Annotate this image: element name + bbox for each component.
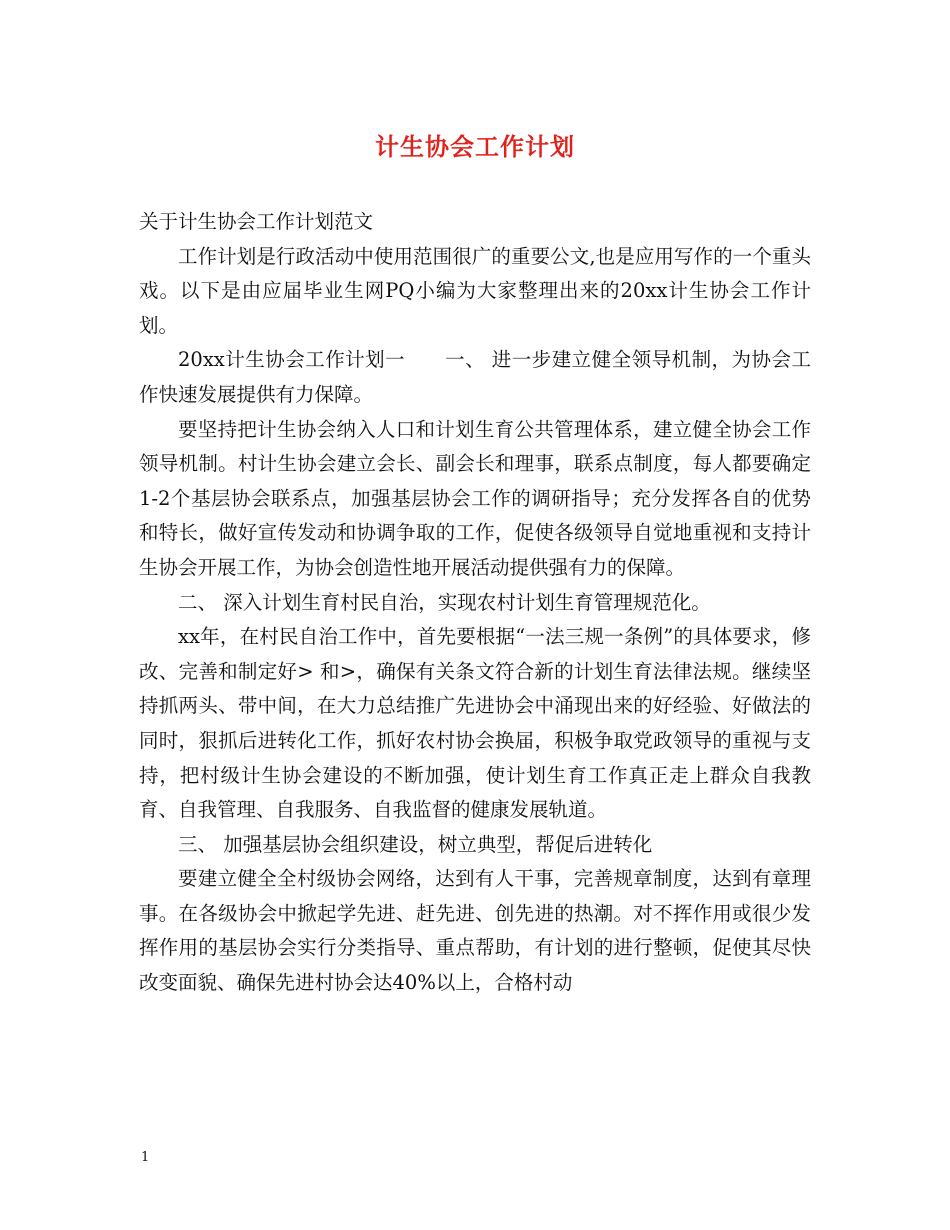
paragraph-plan-one-heading: 20xx计生协会工作计划一 一、 进一步建立健全领导机制，为协会工作快速发展提供有力保障。 (139, 348, 811, 406)
section-heading-three: 三、 加强基层协会组织建设，树立典型，帮促后进转化 (178, 832, 653, 856)
document-title: 计生协会工作计划 (375, 132, 575, 161)
paragraph-village-autonomy: xx年，在村民自治工作中，首先要根据“一法三规一条例”的具体要求，修改、完善和制定好> 和>，确保有关条文符合新的计划生育法律法规。继续坚持抓两头、带中间，在大力总结推广先进协会中涌现出来的好经验、好做法的同时，狠抓后进转化工作，抓好农村协会换届，积极争取党政领导的重视与支持，把村级计生协会建设的不断加强，使计划生育工作真正走上群众自我教育、自我管理、自我服务、自我监督的健康发展轨道。 (139, 625, 811, 822)
paragraph-organization: 要建立健全全村级协会网络，达到有人干事，完善规章制度，达到有章理事。在各级协会中掀起学先进、赶先进、创先进的热潮。对不挥作用或很少发挥作用的基层协会实行分类指导、重点帮助，有计划的进行整顿，促使其尽快改变面貌、确保先进村协会达40%以上，合格村动 (139, 867, 811, 995)
section-heading-two: 二、 深入计划生育村民自治，实现农村计划生育管理规范化。 (178, 590, 711, 614)
document-body (139, 205, 811, 1001)
paragraph-intro: 工作计划是行政活动中使用范围很广的重要公文,也是应用写作的一个重头戏。以下是由应届毕业生网PQ小编为大家整理出来的20xx计生协会工作计划。 (139, 244, 811, 337)
paragraph-leadership: 要坚持把计生协会纳入人口和计划生育公共管理体系，建立健全协会工作领导机制。村计生协会建立会长、副会长和理事，联系点制度，每人都要确定1-2个基层协会联系点，加强基层协会工作的调研指导；充分发挥各自的优势和特长，做好宣传发动和协调争取的工作，促使各级领导自觉地重视和支持计生协会开展工作，为协会创造性地开展活动提供强有力的保障。 (139, 417, 811, 579)
page-number: 1 (141, 1150, 150, 1165)
document-subtitle: 关于计生协会工作计划范文 (139, 210, 374, 233)
